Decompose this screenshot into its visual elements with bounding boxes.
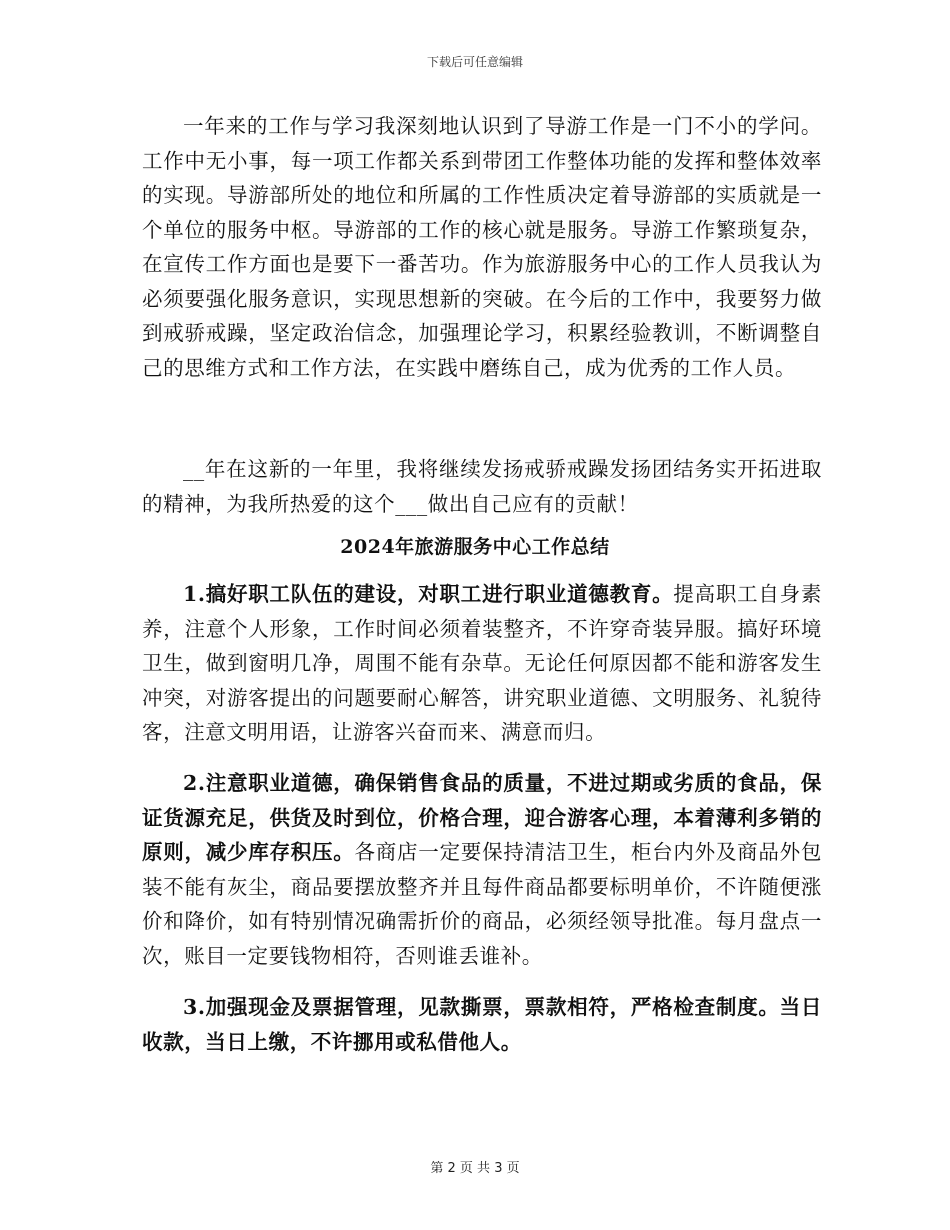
section-item-2 xyxy=(142,766,822,973)
section-3-heading: 3.加强现金及票据管理，见款撕票，票款相符，严格检查制度。当日收款，当日上缴，不许挪用或私借他人。 xyxy=(142,995,822,1054)
document-title: 2024年旅游服务中心工作总结 xyxy=(340,536,610,558)
body-paragraph-2: __年在这新的一年里，我将继续发扬戒骄戒躁发扬团结务实开拓进取的精神，为我所热爱的这个___做出自己应有的贡献！ xyxy=(142,457,822,516)
body-paragraph-1: 一年来的工作与学习我深刻地认识到了导游工作是一门不小的学问。工作中无小事，每一项工作都关系到带团工作整体功能的发挥和整体效率的实现。导游部所处的地位和所属的工作性质决定着导游部的实质就是一个单位的服务中枢。导游部的工作的核心就是服务。导游工作繁琐复杂，在宣传工作方面也是要下一番苦功。作为旅游服务中心的工作人员我认为必须要强化服务意识，实现思想新的突破。在今后的工作中，我要努力做到戒骄戒躁，坚定政治信念，加强理论学习，积累经验教训，不断调整自己的思维方式和工作方法，在实践中磨练自己，成为优秀的工作人员。 xyxy=(142,114,822,380)
page-header: 下载后可任意编辑 xyxy=(426,55,523,69)
section-1-body: 提高职工自身素养，注意个人形象，工作时间必须着装整齐，不许穿奇装异服。搞好环境卫生，做到窗明几净，周围不能有杂草。无论任何原因都不能和游客发生冲突，对游客提出的问题要耐心解答，讲究职业道德、文明服务、礼貌待客，注意文明用语，让游客兴奋而来、满意而归。 xyxy=(142,582,822,744)
page-footer: 第 2 页 共 3 页 xyxy=(430,1161,520,1176)
section-2-heading: 2.注意职业道德，确保销售食品的质量，不进过期或劣质的食品，保证货源充足，供货及时到位，价格合理，迎合游客心理，本着薄利多销的原则，减少库存积压。 xyxy=(142,771,822,864)
section-1-heading: 1.搞好职工队伍的建设，对职工进行职业道德教育。 xyxy=(183,582,674,606)
section-item-3 xyxy=(142,990,822,1059)
section-2-body: 各商店一定要保持清洁卫生，柜台内外及商品外包装不能有灰尘，商品要摆放整齐并且每件商品都要标明单价，不许随便涨价和降价，如有特别情况确需折价的商品，必须经领导批准。每月盘点一次，账目一定要钱物相符，否则谁丢谁补。 xyxy=(142,840,822,968)
section-item-1 xyxy=(142,577,822,750)
